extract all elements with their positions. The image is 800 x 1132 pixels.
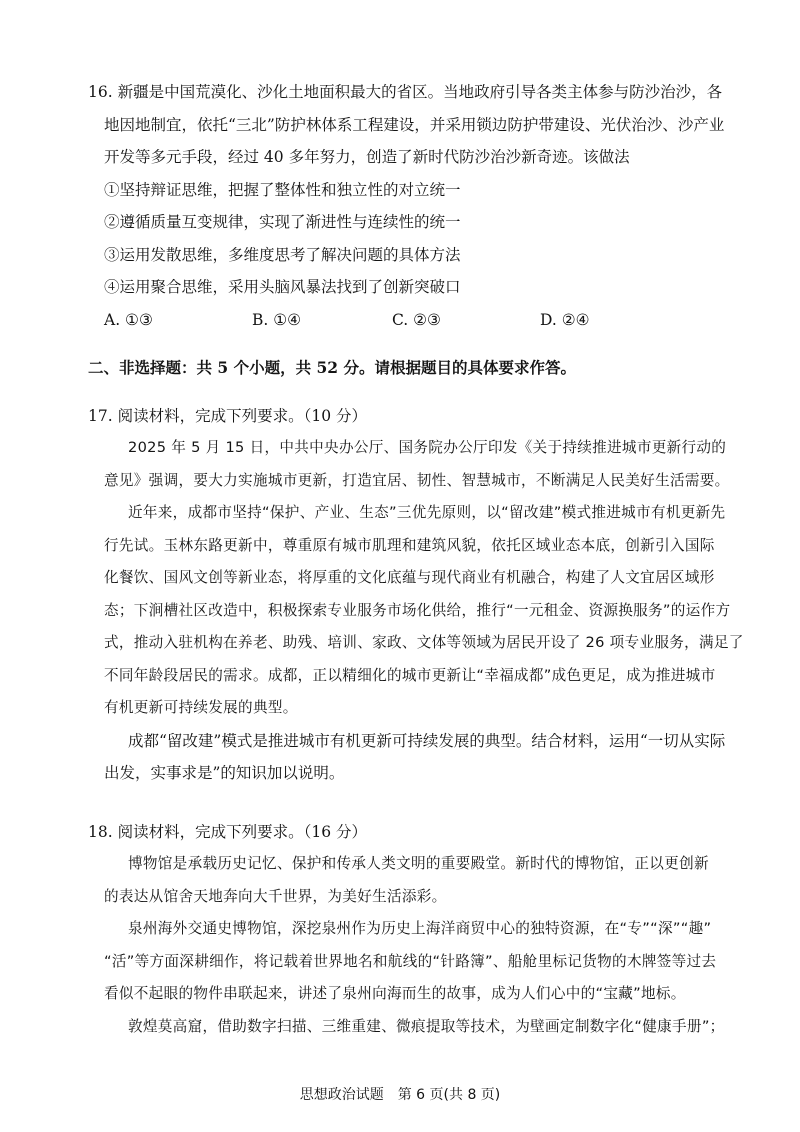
q18-material-line-4: “活”等方面深耕细作，将记载着世界地名和航线的“针路簿”、船舱里标记货物的木牌签等过去: [104, 952, 717, 970]
q16-option-c: C. ②③: [392, 310, 441, 329]
q17-material-line-5: 化餐饮、国风文创等新业态，将厚重的文化底蕴与现代商业有机融合，构建了人文宜居区域形: [104, 569, 715, 586]
q17-material-line-2: 意见》强调，要大力实施城市更新，打造宜居、韧性、智慧城市，不断满足人民美好生活需要。: [104, 471, 730, 489]
q16-statement-3: ③运用发散思维，多维度思考了解决问题的具体方法: [104, 245, 461, 264]
q17-material-line-7: 式，推动入驻机构在养老、助残、培训、家政、文体等领域为居民开设了 26 项专业服务，满足了: [104, 634, 744, 651]
q16-statement-2: ②遵循质量互变规律，实现了渐进性与连续性的统一: [104, 213, 461, 231]
section-heading: 二、非选择题：共 5 个小题，共 52 分。请根据题目的具体要求作答。: [88, 357, 576, 377]
q18-material-line-3: 泉州海外交通史博物馆，深挖泉州作为历史上海洋商贸中心的独特资源，在“专”“深”“趣”: [128, 920, 712, 937]
q16-option-d: D. ②④: [540, 310, 590, 329]
q18-material-line-2: 的表达从馆舍天地奔向大千世界，为美好生活添彩。: [104, 887, 447, 905]
q17-material-line-3: 近年来，成都市坚持“保护、产业、生态”三优先原则，以“留改建”模式推进城市有机更新先: [128, 504, 726, 521]
q16-stem-line-2: 地因地制宜，依托“三北”防护林体系工程建设，并采用锁边防护带建设、光伏治沙、沙产业: [104, 115, 725, 134]
q18-title: 18. 阅读材料，完成下列要求。（16 分）: [88, 822, 367, 841]
q18-material-line-5: 看似不起眼的物件串联起来，讲述了泉州向海而生的故事，成为人们心中的“宝藏”地标。: [104, 985, 686, 1002]
q18-material-line-6: 敦煌莫高窟，借助数字扫描、三维重建、微痕提取等技术，为壁画定制数字化“健康手册”；: [128, 1017, 725, 1035]
q17-title: 17. 阅读材料，完成下列要求。（10 分）: [88, 406, 367, 425]
q17-material-line-8: 不同年龄段居民的需求。成都，正以精细化的城市更新让“幸福成都”成色更足，成为推进城市: [104, 666, 716, 684]
q17-material-line-6: 态；下涧槽社区改造中，积极探索专业服务市场化供给，推行“一元租金、资源换服务”的运作方: [104, 601, 731, 619]
q17-question-line-2: 出发，实事求是”的知识加以说明。: [104, 764, 345, 782]
q17-material-line-1: 2025 年 5 月 15 日，中共中央办公厅、国务院办公厅印发《关于持续推进城市更新行动的: [128, 439, 727, 456]
q16-stem-line-3: 开发等多元手段，经过 40 多年努力，创造了新时代防沙治沙新奇迹。该做法: [104, 148, 630, 166]
answer-space: [104, 790, 712, 816]
q16-stem-line-1: 16. 新疆是中国荒漠化、沙化土地面积最大的省区。当地政府引导各类主体参与防沙治沙，各: [88, 83, 723, 101]
q16-options: [104, 304, 712, 337]
q16-option-b: B. ①④: [252, 310, 302, 329]
q16-statement-4: ④运用聚合思维，采用头脑风暴法找到了创新突破口: [104, 278, 461, 296]
q17-question-line-1: 成都“留改建”模式是推进城市有机更新可持续发展的典型。结合材料，运用“一切从实际: [128, 731, 726, 750]
q18-material-line-1: 博物馆是承载历史记忆、保护和传承人类文明的重要殿堂。新时代的博物馆，正以更创新: [128, 855, 709, 872]
q16-statement-1: ①坚持辩证思维，把握了整体性和独立性的对立统一: [104, 180, 461, 199]
q17-material-line-4: 行先试。玉林东路更新中，尊重原有城市肌理和建筑风貌，依托区域业态本底，创新引入国际: [104, 536, 715, 554]
page-footer: 思想政治试题 第 6 页(共 8 页): [299, 1087, 501, 1103]
q17-material-line-9: 有机更新可持续发展的典型。: [104, 699, 298, 716]
q16-option-a: A. ①③: [104, 310, 153, 329]
